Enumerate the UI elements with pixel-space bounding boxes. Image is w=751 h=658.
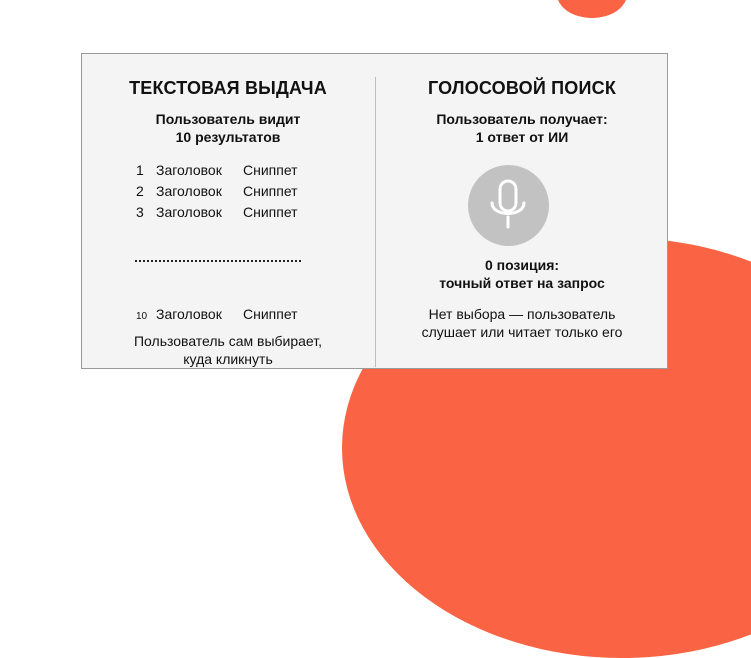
text-results-heading: ТЕКСТОВАЯ ВЫДАЧА (129, 78, 327, 98)
voice-search-footer-line2: слушает или читает только его (421, 324, 623, 340)
result-number: 2 (136, 183, 144, 199)
result-title: Заголовок (156, 183, 222, 199)
result-row (136, 305, 298, 326)
result-row (136, 161, 298, 180)
dotted-separator (135, 260, 301, 262)
result-snippet: Сниппет (243, 204, 298, 220)
result-row (136, 203, 298, 222)
position-zero-line2: точный ответ на запрос (439, 275, 605, 291)
voice-search-subtitle-line1: Пользователь получает: (436, 111, 608, 127)
result-number: 3 (136, 204, 144, 220)
result-title: Заголовок (156, 162, 222, 178)
result-snippet: Сниппет (243, 306, 298, 322)
decorative-orange-circle-top (557, 0, 627, 18)
result-number: 1 (136, 162, 144, 178)
text-results-footer-line1: Пользователь сам выбирает, (133, 333, 323, 349)
position-zero-line1: 0 позиция: (484, 257, 560, 273)
result-title: Заголовок (156, 306, 222, 322)
voice-search-footer-line1: Нет выбора — пользователь (428, 306, 616, 322)
text-results-footer-line2: куда кликнуть (183, 351, 273, 367)
result-row (136, 182, 298, 201)
voice-search-heading: ГОЛОСОВОЙ ПОИСК (427, 78, 617, 98)
voice-search-subtitle-line2: 1 ответ от ИИ (475, 129, 569, 145)
text-results-subtitle-line2: 10 результатов (175, 129, 281, 145)
result-title: Заголовок (156, 204, 222, 220)
result-snippet: Сниппет (243, 183, 298, 199)
comparison-card (81, 53, 668, 369)
result-number: 10 (136, 311, 148, 322)
text-results-subtitle-line1: Пользователь видит (155, 111, 301, 127)
result-snippet: Сниппет (243, 162, 298, 178)
microphone-icon (468, 165, 549, 246)
